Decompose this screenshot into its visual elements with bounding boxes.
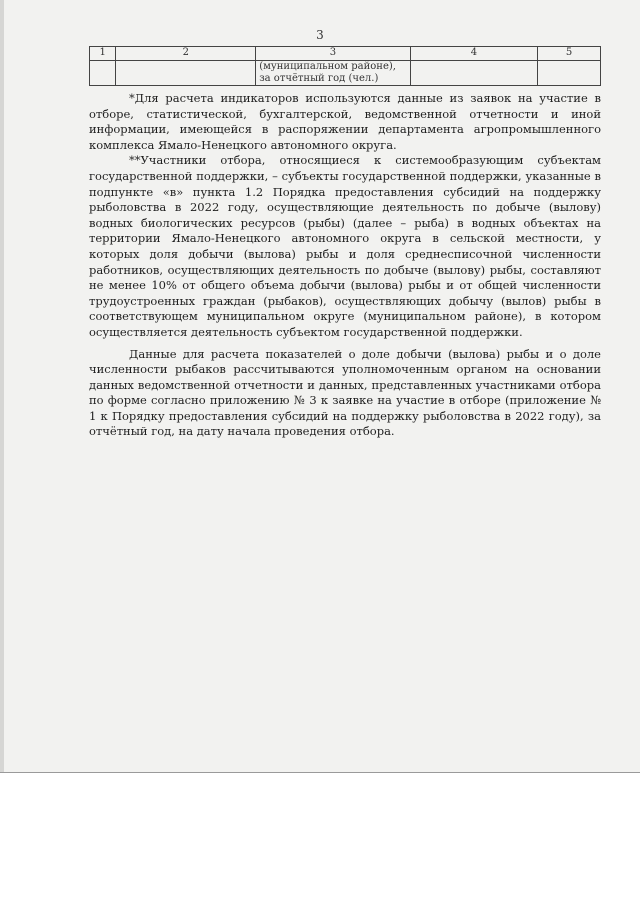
table-cell xyxy=(116,61,256,86)
column-number-cell: 2 xyxy=(116,47,256,61)
table-row xyxy=(90,61,601,86)
continuation-table xyxy=(89,46,601,86)
page-body xyxy=(89,91,601,440)
footnote-single-star: *Для расчета индикаторов используются данные из заявок на участие в отборе, статистической, бухгалтерской, ведомственной отчетности и иной информации, имеющейся в распоряжении департамента агропромышленного комплекса Ямало-Ненецкого автономного округа. xyxy=(89,91,601,152)
column-number-cell: 1 xyxy=(90,47,116,61)
footnote-double-star: **Участники отбора, относящиеся к системообразующим субъектам государственной поддержки, – субъекты государственной поддержки, указанные в подпункте «в» пункта 1.2 Порядка предоставления субсидий на поддержку рыболовства в 2022 году, осуществляющие деятельность по добыче (вылову) водных биологических ресурсов (рыбы) (далее – рыба) в водных объектах на территории Ямало-Ненецкого автономного округа в сельской местности, у которых доля добычи (вылова) рыбы и доля среднесписочной численности работников, осуществляющих деятельность по добыче (вылову) рыбы, составляют не менее 10% от общего объема добычи (вылова) рыбы и от общей численности трудоустроенных граждан (рыбаков), осуществляющих добычу (вылов) рыбы в соответствующем муниципальном округе (муниципальном районе), в котором осуществляется деятельность субъектом государственной поддержки. xyxy=(89,153,601,339)
table-cell xyxy=(538,61,601,86)
column-number-cell: 3 xyxy=(256,47,411,61)
table-cell: (муниципальном районе), за отчётный год (чел.) xyxy=(256,61,411,86)
column-number-cell: 4 xyxy=(410,47,537,61)
page-number: 3 xyxy=(316,28,324,42)
scan-edge xyxy=(0,0,4,772)
table-cell xyxy=(410,61,537,86)
table-cell xyxy=(90,61,116,86)
table-header-row xyxy=(90,47,601,61)
data-calculation-paragraph: Данные для расчета показателей о доле добычи (вылова) рыбы и о доле численности рыбаков рассчитываются уполномоченным органом на основании данных ведомственной отчетности и данных, представленных участниками отбора по форме согласно приложению № 3 к заявке на участие в отборе (приложение № 1 к Порядку предоставления субсидий на поддержку рыболовства в 2022 году), за отчётный год, на дату начала проведения отбора. xyxy=(89,346,601,439)
column-number-cell: 5 xyxy=(538,47,601,61)
